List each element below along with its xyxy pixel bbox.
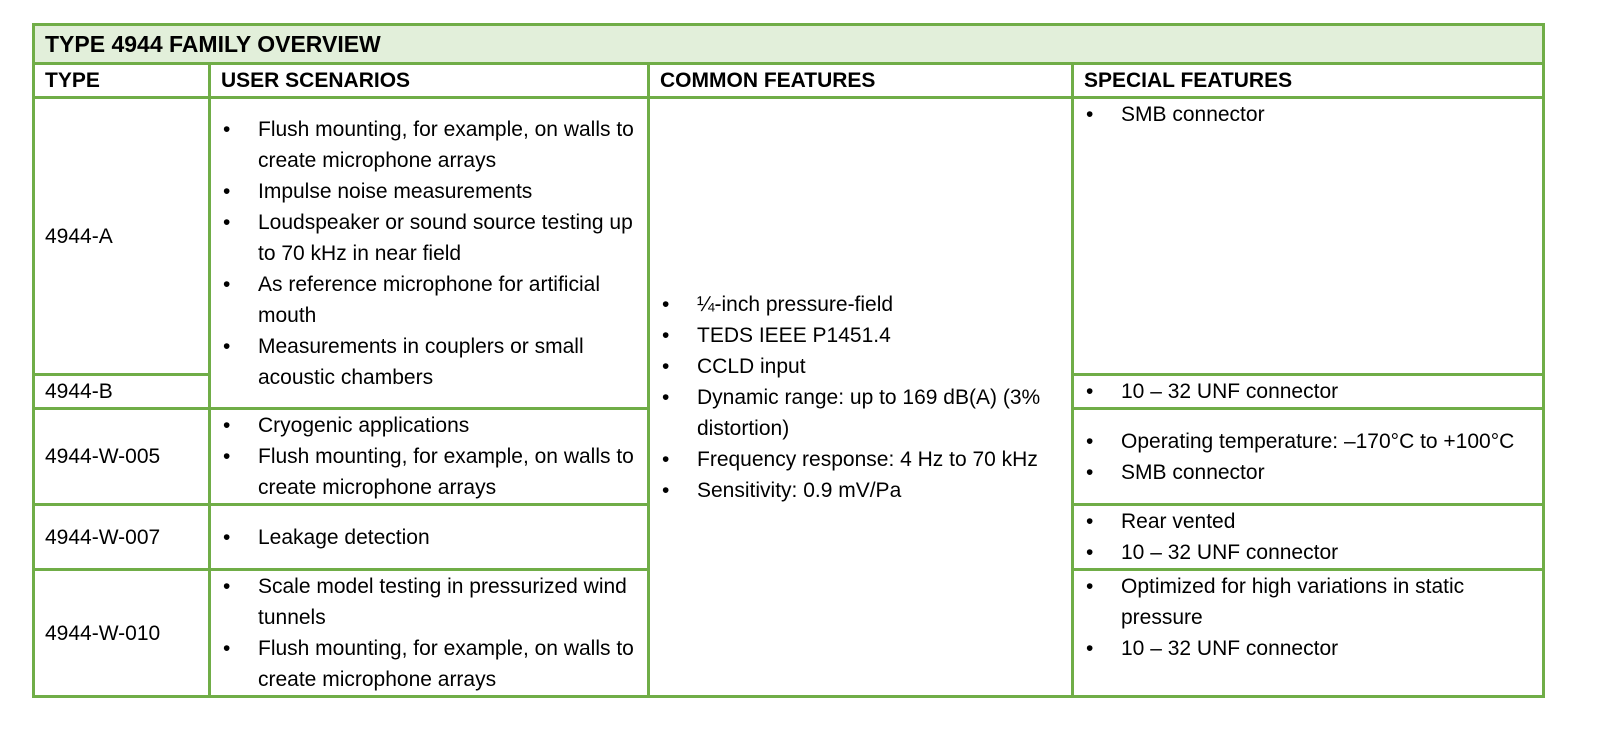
header-row bbox=[34, 64, 1544, 98]
list-item: • Measurements in couplers or small acoustic chambers bbox=[221, 331, 637, 393]
list-item: • ¼-inch pressure-field bbox=[660, 289, 1061, 320]
list-item: • Leakage detection bbox=[221, 522, 637, 553]
table-row bbox=[34, 98, 1544, 375]
scenarios-cell bbox=[210, 409, 649, 505]
type-cell: 4944-W-010 bbox=[34, 570, 210, 697]
type-cell: 4944-A bbox=[34, 98, 210, 375]
special-features-cell bbox=[1073, 570, 1544, 697]
table-title: TYPE 4944 FAMILY OVERVIEW bbox=[34, 25, 1544, 64]
scenarios-cell-shared bbox=[210, 98, 649, 409]
family-overview-table bbox=[32, 23, 1545, 698]
special-features-cell bbox=[1073, 409, 1544, 505]
list-item: • CCLD input bbox=[660, 351, 1061, 382]
list-item: • Cryogenic applications bbox=[221, 410, 637, 441]
list-item: • Flush mounting, for example, on walls to create microphone arrays bbox=[221, 633, 637, 695]
list-item: • As reference microphone for artificial mouth bbox=[221, 269, 637, 331]
list-item: • Loudspeaker or sound source testing up to 70 kHz in near field bbox=[221, 207, 637, 269]
header-common-features: COMMON FEATURES bbox=[649, 64, 1073, 98]
list-item: • Operating temperature: –170°C to +100°C bbox=[1084, 426, 1532, 457]
list-item: • 10 – 32 UNF connector bbox=[1084, 633, 1532, 664]
type-cell: 4944-W-007 bbox=[34, 505, 210, 570]
special-features-cell bbox=[1073, 375, 1544, 409]
list-item: • Impulse noise measurements bbox=[221, 176, 637, 207]
list-item: • Sensitivity: 0.9 mV/Pa bbox=[660, 475, 1061, 506]
type-cell: 4944-B bbox=[34, 375, 210, 409]
list-item: • 10 – 32 UNF connector bbox=[1084, 376, 1532, 407]
list-item: • Frequency response: 4 Hz to 70 kHz bbox=[660, 444, 1061, 475]
list-item: • TEDS IEEE P1451.4 bbox=[660, 320, 1061, 351]
header-special-features: SPECIAL FEATURES bbox=[1073, 64, 1544, 98]
list-item: • Flush mounting, for example, on walls to create microphone arrays bbox=[221, 441, 637, 503]
header-user-scenarios: USER SCENARIOS bbox=[210, 64, 649, 98]
list-item: • Optimized for high variations in static pressure bbox=[1084, 571, 1532, 633]
common-features-cell bbox=[649, 98, 1073, 697]
header-type: TYPE bbox=[34, 64, 210, 98]
list-item: • 10 – 32 UNF connector bbox=[1084, 537, 1532, 568]
type-cell: 4944-W-005 bbox=[34, 409, 210, 505]
scenarios-cell bbox=[210, 505, 649, 570]
list-item: • SMB connector bbox=[1084, 457, 1532, 488]
list-item: • Scale model testing in pressurized wind tunnels bbox=[221, 571, 637, 633]
list-item: • Rear vented bbox=[1084, 506, 1532, 537]
special-features-cell bbox=[1073, 98, 1544, 375]
list-item: • Flush mounting, for example, on walls to create microphone arrays bbox=[221, 114, 637, 176]
list-item: • Dynamic range: up to 169 dB(A) (3% distortion) bbox=[660, 382, 1061, 444]
list-item: • SMB connector bbox=[1084, 99, 1532, 130]
scenarios-cell bbox=[210, 570, 649, 697]
special-features-cell bbox=[1073, 505, 1544, 570]
